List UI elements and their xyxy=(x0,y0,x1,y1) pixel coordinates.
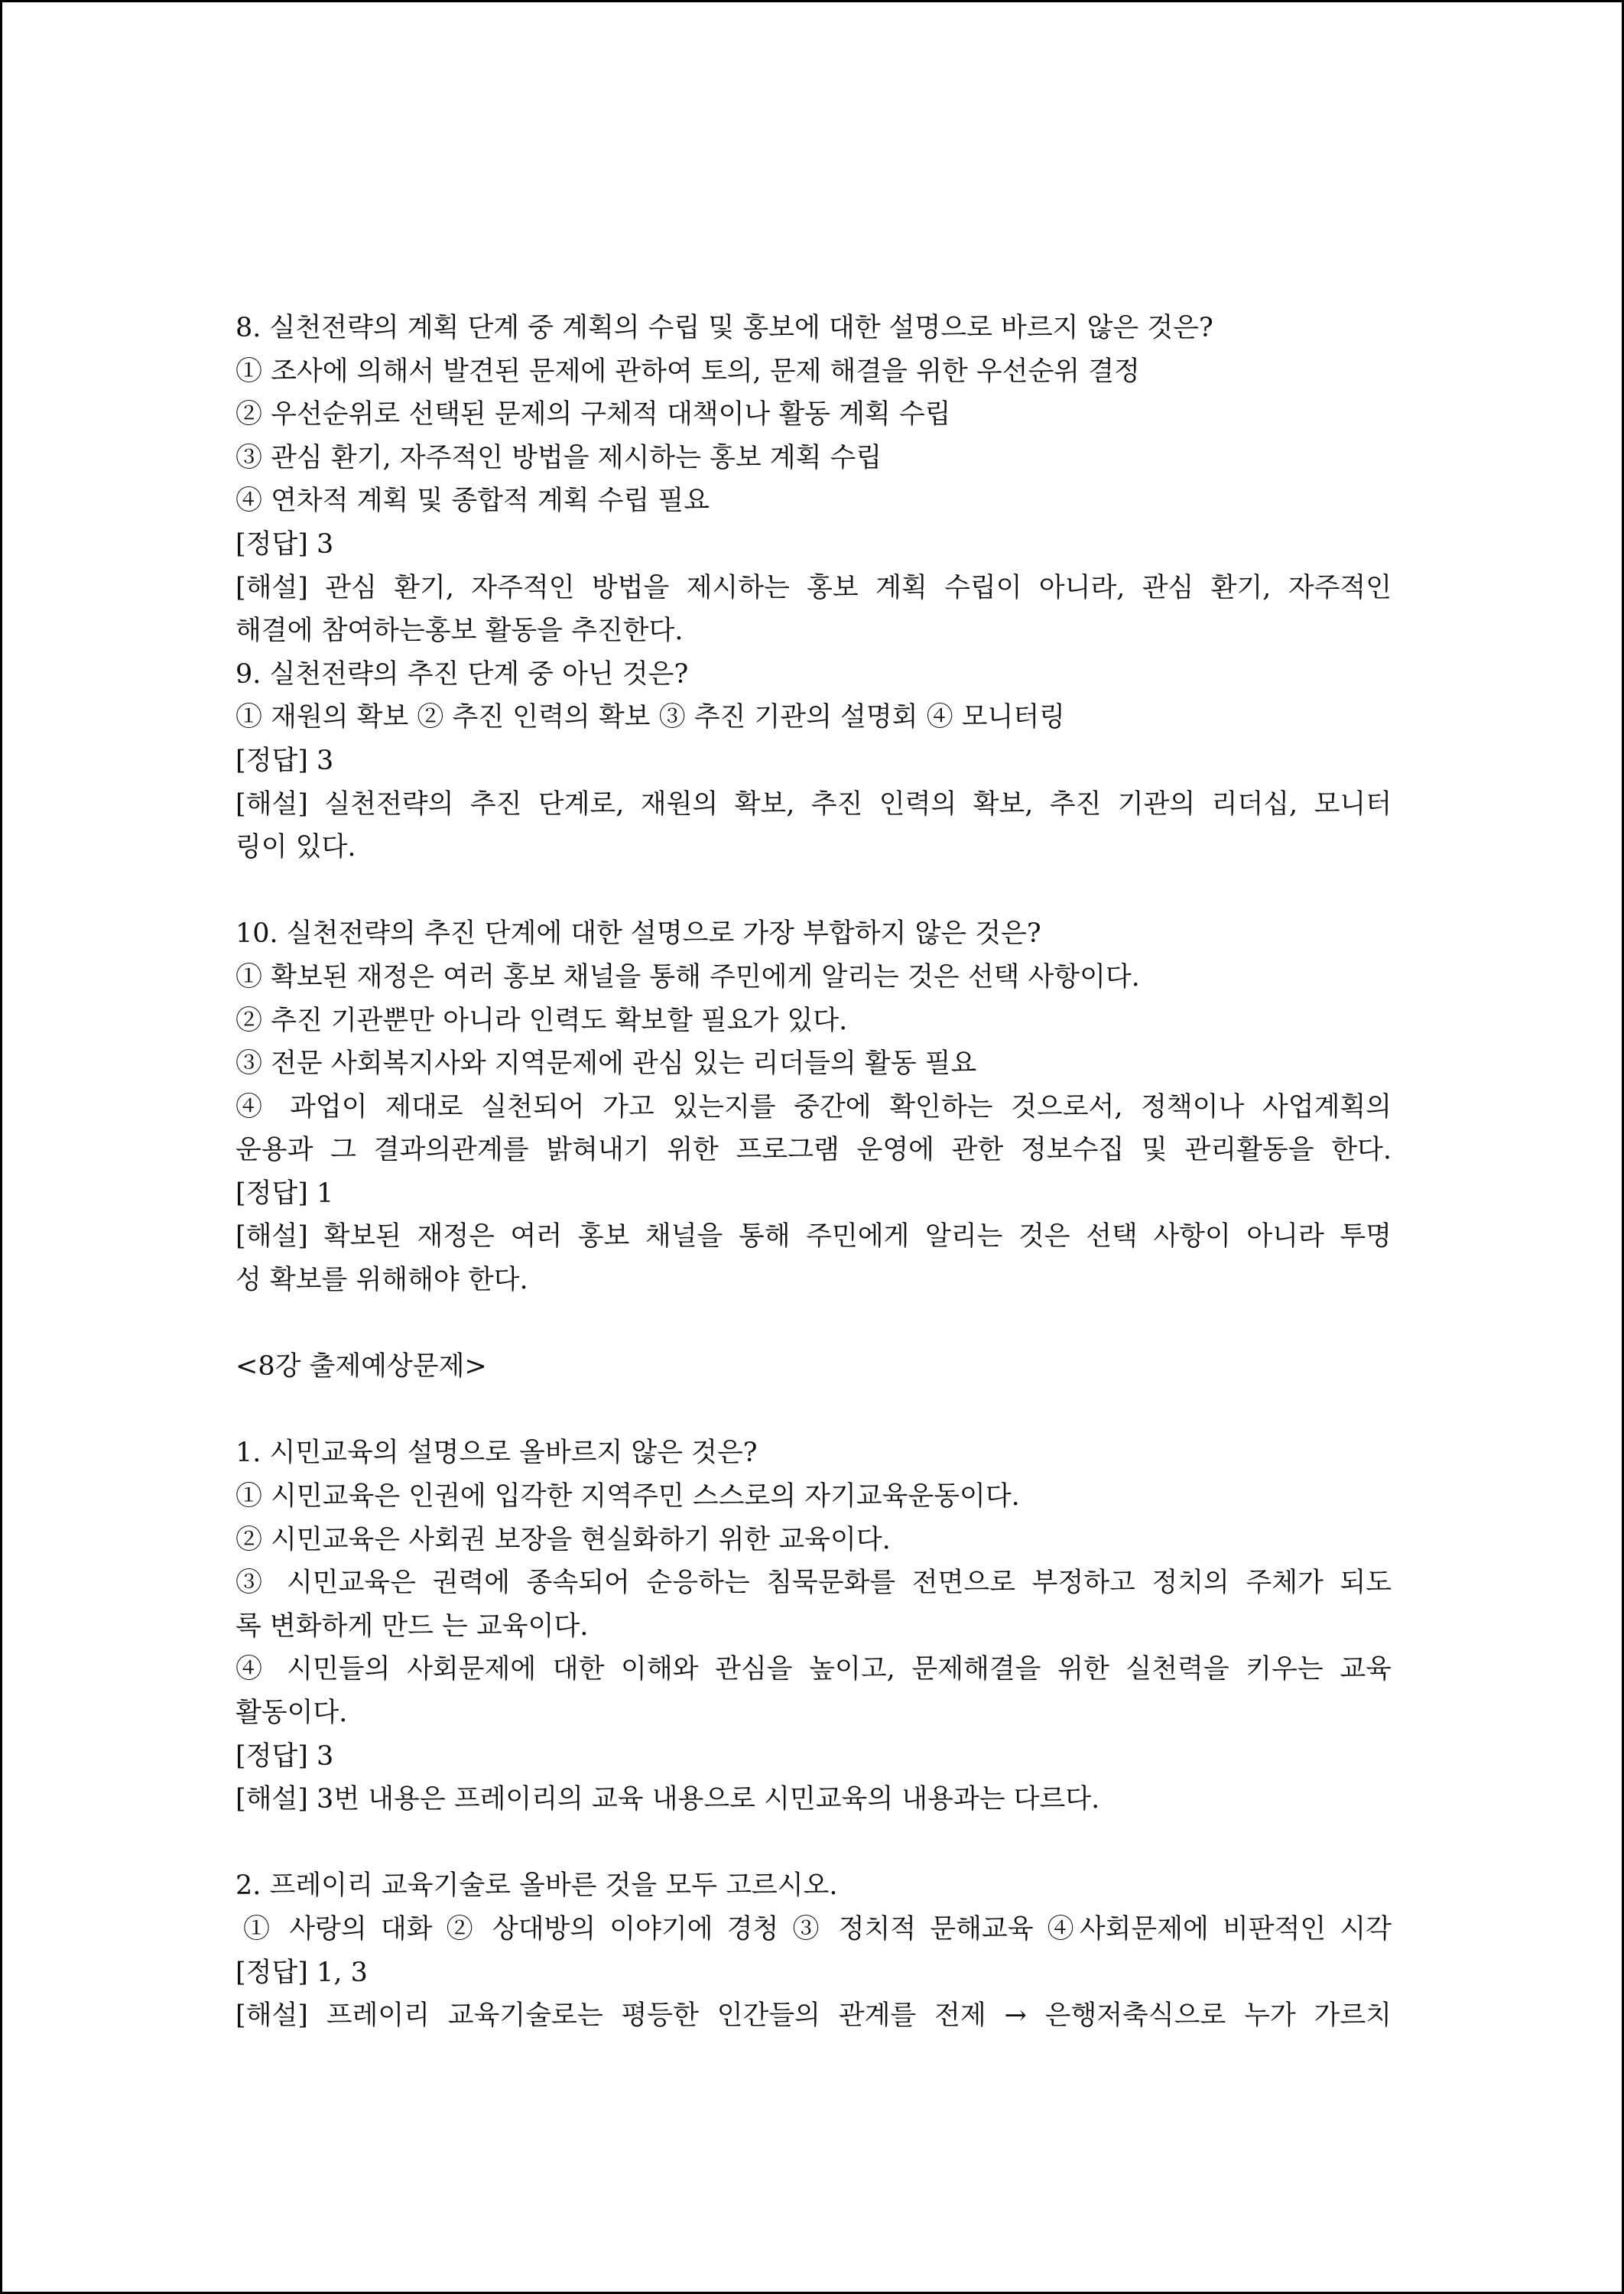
blank-line xyxy=(235,1389,1392,1432)
question-10-option-3: ③ 전문 사회복지사와 지역문제에 관심 있는 리더들의 활동 필요 xyxy=(235,1048,977,1080)
question-8-title: 8. 실천전략의 계획 단계 중 계획의 수립 및 홍보에 대한 설명으로 바르지 않은 것은? xyxy=(235,313,1213,343)
question-10-option-1: ① 확보된 재정은 여러 홍보 채널을 통해 주민에게 알리는 것은 선택 사항이다. xyxy=(235,961,1140,993)
section-question-1-title: 1. 시민교육의 설명으로 올바르지 않은 것은? xyxy=(235,1438,758,1469)
section-question-1-option-3: ③ 시민교육은 권력에 종속되어 순응하는 침묵문화를 전면으로 부정하고 정치의 주체가 되도 xyxy=(235,1568,1392,1599)
question-8-option-2: ② 우선순위로 선택된 문제의 구체적 대책이나 활동 계획 수립 xyxy=(235,399,951,431)
section-question-1-explanation: [해설] 3번 내용은 프레이리의 교육 내용으로 시민교육의 내용과는 다르다. xyxy=(235,1784,1100,1815)
question-8-explanation: [해설] 관심 환기, 자주적인 방법을 제시하는 홍보 계획 수립이 아니라, 관심 환기, 자주적인 xyxy=(235,572,1392,603)
question-10-explanation-cont: 성 확보를 위해해야 한다. xyxy=(235,1265,528,1296)
blank-line xyxy=(235,869,1392,913)
section-question-1-option-2: ② 시민교육은 사회권 보장을 현실화하기 위한 교육이다. xyxy=(235,1524,891,1555)
section-question-2-answer: [정답] 1, 3 xyxy=(235,1957,368,1988)
section-question-1-option-4: ④ 시민들의 사회문제에 대한 이해와 관심을 높이고, 문제해결을 위한 실천력을 키우는 교육 xyxy=(235,1654,1392,1685)
document-body xyxy=(235,307,1392,2038)
question-9-options: ① 재원의 확보 ② 추진 인력의 확보 ③ 추진 기관의 설명회 ④ 모니터링 xyxy=(235,702,1065,733)
section-question-1-option-4-cont: 활동이다. xyxy=(235,1698,348,1728)
question-10-explanation: [해설] 확보된 재정은 여러 홍보 채널을 통해 주민에게 알리는 것은 선택 사항이 아니라 투명 xyxy=(235,1221,1392,1253)
question-9-answer: [정답] 3 xyxy=(235,745,334,776)
question-10-option-4-cont: 운용과 그 결과의관계를 밝혀내기 위한 프로그램 운영에 관한 정보수집 및 관리활동을 한다. xyxy=(235,1135,1392,1166)
blank-line xyxy=(235,1821,1392,1865)
question-8-option-4: ④ 연차적 계획 및 종합적 계획 수립 필요 xyxy=(235,486,710,517)
section-question-1-option-1: ① 시민교육은 인권에 입각한 지역주민 스스로의 자기교육운동이다. xyxy=(235,1481,1020,1513)
section-heading: <8강 출제예상문제> xyxy=(235,1351,487,1383)
question-9-explanation: [해설] 실천전략의 추진 단계로, 재원의 확보, 추진 인력의 확보, 추진 기관의 리더십, 모니터 xyxy=(235,788,1392,820)
question-9-explanation-cont: 링이 있다. xyxy=(235,832,356,863)
question-8-option-1: ① 조사에 의해서 발견된 문제에 관하여 토의, 문제 해결을 위한 우선순위 결정 xyxy=(235,356,1140,387)
section-question-1-answer: [정답] 3 xyxy=(235,1740,334,1772)
question-10-title: 10. 실천전략의 추진 단계에 대한 설명으로 가장 부합하지 않은 것은? xyxy=(235,918,1041,950)
section-question-2-options: ① 사랑의 대화 ② 상대방의 이야기에 경청 ③ 정치적 문해교육 ④사회문제에 비판적인 시각 xyxy=(243,1913,1392,1945)
question-10-answer: [정답] 1 xyxy=(235,1178,334,1209)
section-question-2-explanation: [해설] 프레이리 교육기술로는 평등한 인간들의 관계를 전제 → 은행저축식으로 누가 가르치 xyxy=(235,2000,1392,2032)
question-8-answer: [정답] 3 xyxy=(235,528,334,560)
question-10-option-2: ② 추진 기관뿐만 아니라 인력도 확보할 필요가 있다. xyxy=(235,1005,848,1036)
section-question-2-title: 2. 프레이리 교육기술로 올바른 것을 모두 고르시오. xyxy=(235,1870,838,1902)
section-question-1-option-3-cont: 록 변화하게 만드 는 교육이다. xyxy=(235,1610,589,1642)
question-8-option-3: ③ 관심 환기, 자주적인 방법을 제시하는 홍보 계획 수립 xyxy=(235,442,882,473)
question-10-option-4: ④ 과업이 제대로 실천되어 가고 있는지를 중간에 확인하는 것으로서, 정책이나 사업계획의 xyxy=(235,1091,1392,1123)
question-8-explanation-cont: 해결에 참여하는홍보 활동을 추진한다. xyxy=(235,616,684,647)
blank-line xyxy=(235,1302,1392,1346)
question-9-title: 9. 실천전략의 추진 단계 중 아닌 것은? xyxy=(235,658,689,690)
